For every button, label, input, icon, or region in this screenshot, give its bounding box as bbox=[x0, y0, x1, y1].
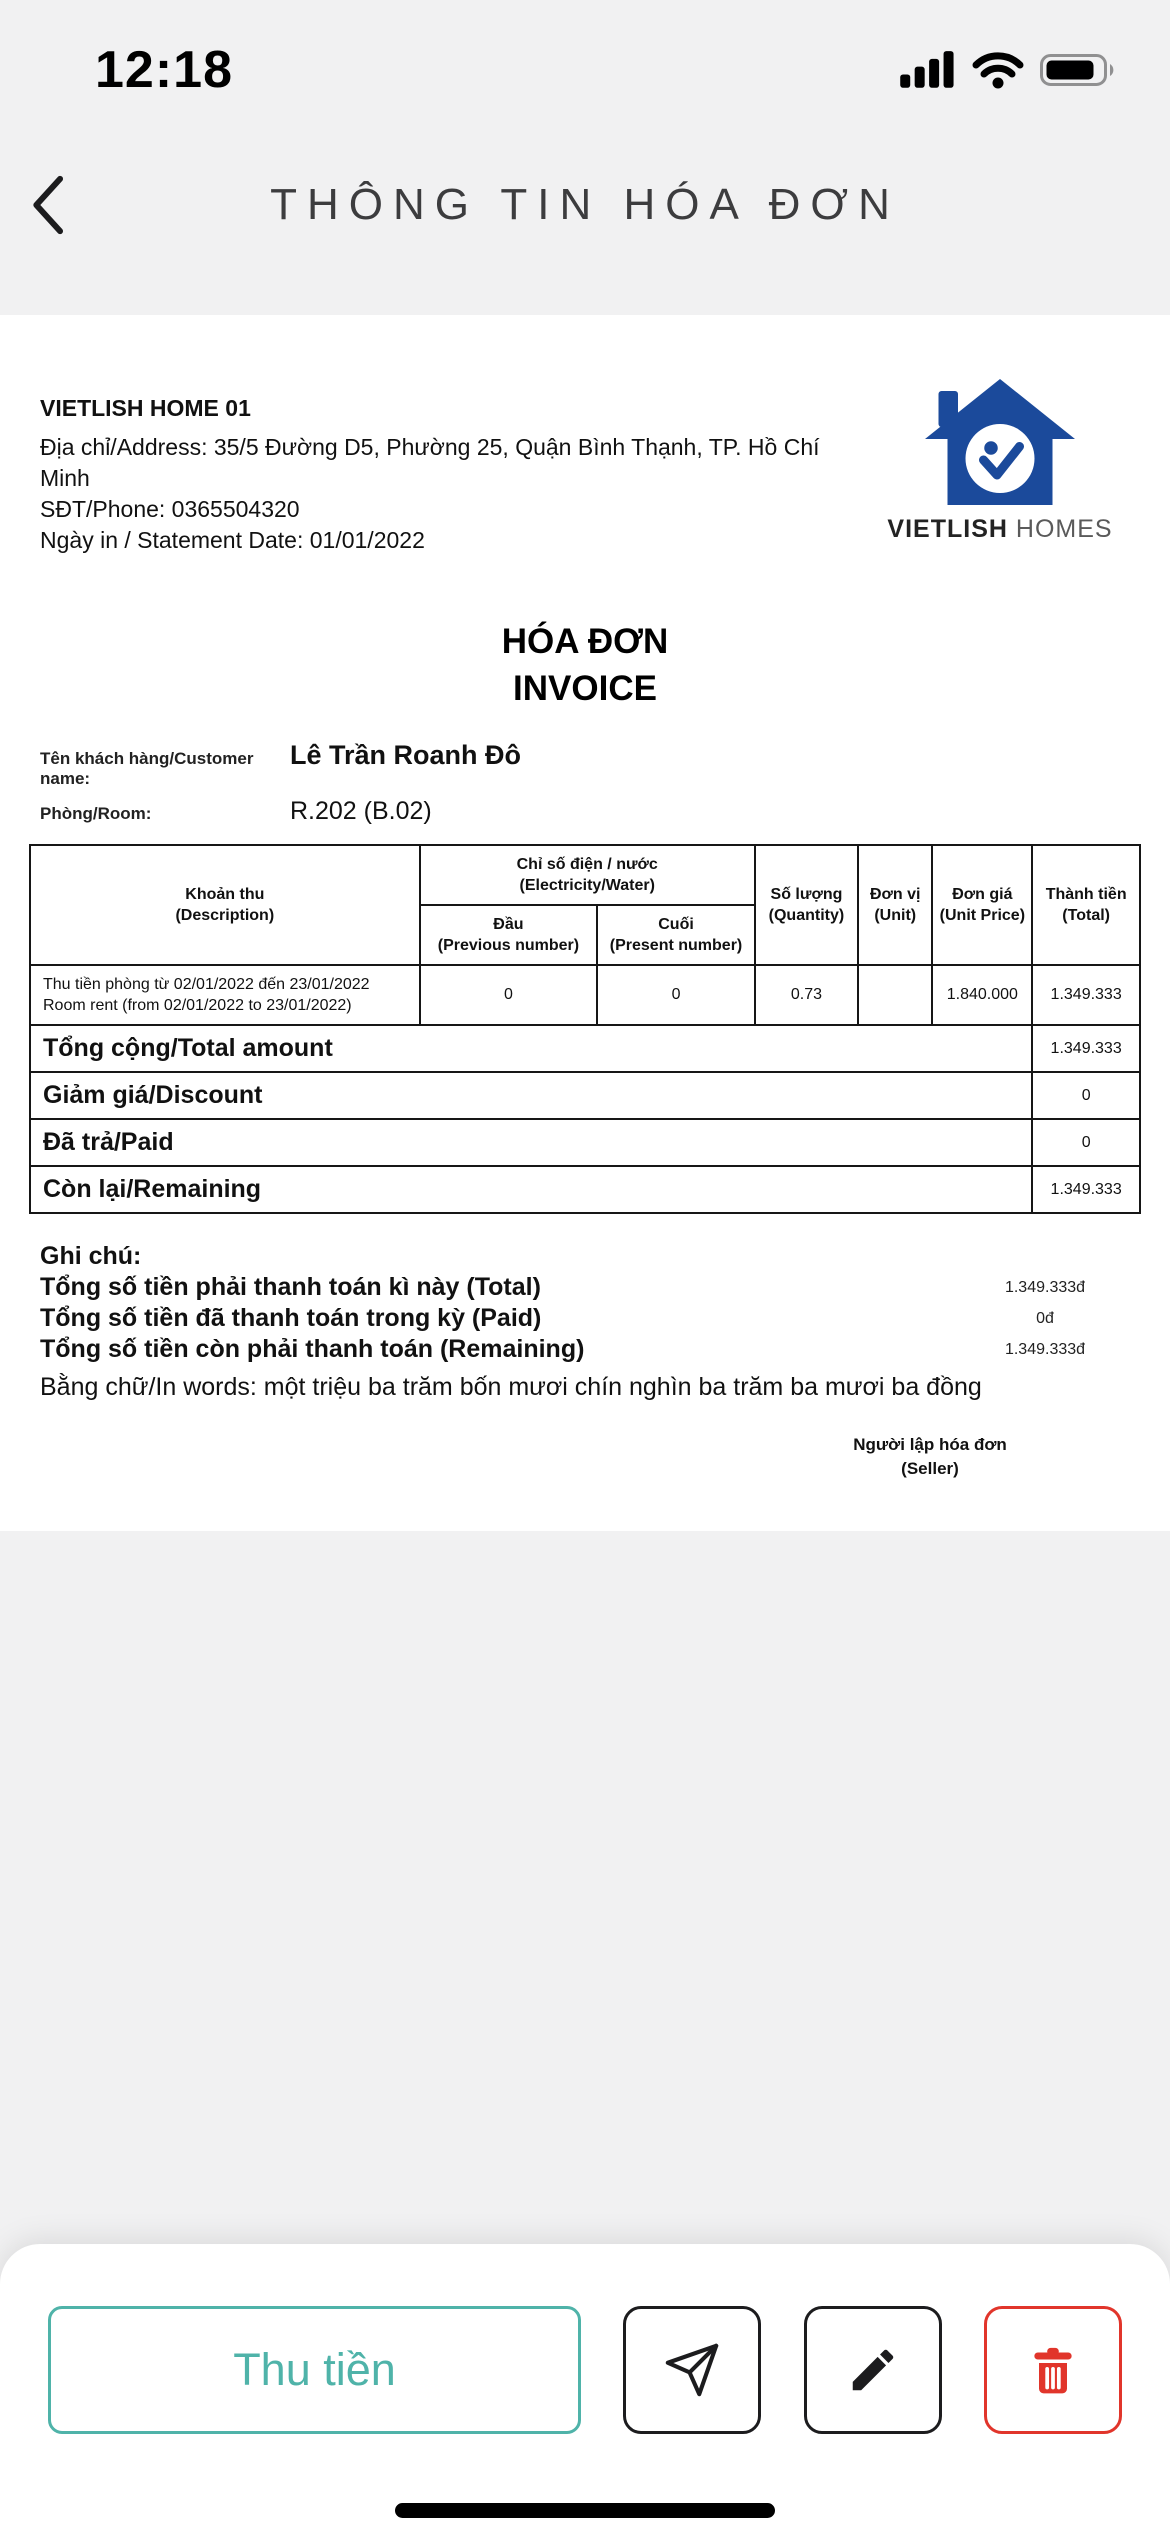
cell-total: 1.349.333 bbox=[1032, 965, 1140, 1025]
col-total-vi: Thành tiền bbox=[1045, 886, 1127, 903]
logo-wordmark bbox=[887, 515, 1112, 544]
col-unit-en: (Unit) bbox=[874, 907, 917, 924]
col-unit-price-en: (Unit Price) bbox=[939, 907, 1026, 924]
invoice-document bbox=[0, 315, 1170, 1531]
seller-signature-block bbox=[780, 1433, 1080, 1481]
logo-brand-primary: VIETLISH bbox=[887, 515, 1008, 543]
col-meter-end-en: (Present number) bbox=[609, 937, 743, 954]
col-meter-start bbox=[420, 905, 598, 965]
actions-row bbox=[0, 2244, 1170, 2434]
invoice-title-vi: HÓA ĐƠN bbox=[501, 622, 669, 661]
invoice-title bbox=[0, 618, 1170, 712]
notes-section bbox=[0, 1240, 1170, 1481]
note-total-label: Tổng số tiền phải thanh toán kì này (Total) bbox=[40, 1273, 541, 1301]
customer-room-row bbox=[40, 797, 1130, 826]
invoice-table bbox=[29, 844, 1141, 1214]
note-total-value: 1.349.333đ bbox=[1004, 1279, 1086, 1296]
company-section bbox=[0, 393, 1170, 556]
col-total-en: (Total) bbox=[1062, 907, 1110, 924]
col-unit bbox=[858, 845, 932, 965]
summary-discount-value: 0 bbox=[1032, 1072, 1140, 1119]
note-remaining-value: 1.349.333đ bbox=[1004, 1341, 1086, 1358]
company-address: Địa chỉ/Address: 35/5 Đường D5, Phường 25, Quận Bình Thạnh, TP. Hồ Chí Minh bbox=[40, 434, 820, 491]
send-button[interactable] bbox=[623, 2306, 761, 2434]
delete-button[interactable] bbox=[984, 2306, 1122, 2434]
seller-label-vi: Người lập hóa đơn bbox=[853, 1435, 1007, 1454]
cell-description bbox=[30, 965, 420, 1025]
cell-meter-start: 0 bbox=[420, 965, 598, 1025]
table-row bbox=[30, 965, 1140, 1025]
collect-money-button[interactable]: Thu tiền bbox=[48, 2306, 581, 2434]
cell-unit bbox=[858, 965, 932, 1025]
summary-row-discount bbox=[30, 1072, 1140, 1119]
cell-unit-price: 1.840.000 bbox=[932, 965, 1032, 1025]
company-logo bbox=[870, 379, 1130, 556]
customer-name-row bbox=[40, 740, 1130, 789]
summary-row-remaining bbox=[30, 1166, 1140, 1213]
col-meter-group bbox=[420, 845, 755, 905]
house-logo-icon bbox=[925, 379, 1075, 505]
status-bar bbox=[0, 0, 1170, 110]
company-name: VIETLISH HOME 01 bbox=[40, 395, 251, 421]
cell-description-en: Room rent (from 02/01/2022 to 23/01/2022) bbox=[43, 997, 352, 1014]
col-description-en: (Description) bbox=[175, 907, 275, 924]
summary-total-value: 1.349.333 bbox=[1032, 1025, 1140, 1072]
company-info bbox=[40, 393, 870, 556]
pencil-icon bbox=[846, 2343, 900, 2397]
home-indicator[interactable] bbox=[395, 2503, 775, 2518]
paper-plane-icon bbox=[663, 2341, 721, 2399]
summary-row-total bbox=[30, 1025, 1140, 1072]
col-meter-start-en: (Previous number) bbox=[437, 937, 580, 954]
col-quantity-en: (Quantity) bbox=[768, 907, 845, 924]
col-quantity bbox=[755, 845, 858, 965]
note-paid-value: 0đ bbox=[1036, 1310, 1054, 1327]
summary-paid-value: 0 bbox=[1032, 1119, 1140, 1166]
col-unit-price-vi: Đơn giá bbox=[952, 886, 1013, 903]
col-meter-end bbox=[597, 905, 755, 965]
summary-discount-label: Giảm giá/Discount bbox=[30, 1072, 1032, 1119]
cellular-signal-icon bbox=[900, 50, 956, 90]
customer-name-label: Tên khách hàng/Customer name: bbox=[40, 749, 254, 788]
page-title: THÔNG TIN HÓA ĐƠN bbox=[270, 180, 900, 229]
battery-icon bbox=[1040, 50, 1122, 90]
logo-brand-secondary: HOMES bbox=[1015, 515, 1113, 543]
cell-description-vi: Thu tiền phòng từ 02/01/2022 đến 23/01/2022 bbox=[43, 976, 370, 993]
status-time: 12:18 bbox=[95, 41, 233, 99]
summary-row-paid bbox=[30, 1119, 1140, 1166]
summary-total-label: Tổng cộng/Total amount bbox=[30, 1025, 1032, 1072]
col-description-vi: Khoản thu bbox=[185, 886, 265, 903]
customer-section bbox=[0, 740, 1170, 826]
statement-date: Ngày in / Statement Date: 01/01/2022 bbox=[40, 527, 425, 553]
note-paid-label: Tổng số tiền đã thanh toán trong kỳ (Paid) bbox=[40, 1304, 542, 1332]
edit-button[interactable] bbox=[804, 2306, 942, 2434]
notes-heading: Ghi chú: bbox=[40, 1242, 142, 1270]
col-unit-vi: Đơn vị bbox=[869, 886, 921, 903]
cell-meter-end: 0 bbox=[597, 965, 755, 1025]
customer-room-value: R.202 (B.02) bbox=[290, 797, 432, 825]
col-quantity-vi: Số lượng bbox=[770, 886, 843, 903]
status-icons bbox=[900, 50, 1122, 90]
summary-paid-label: Đã trả/Paid bbox=[30, 1119, 1032, 1166]
action-bar bbox=[0, 2244, 1170, 2532]
cell-quantity: 0.73 bbox=[755, 965, 858, 1025]
seller-label-en: (Seller) bbox=[901, 1459, 959, 1478]
note-line-paid bbox=[40, 1303, 1130, 1334]
amount-in-words: Bằng chữ/In words: một triệu ba trăm bốn mươi chín nghìn ba trăm ba mươi ba đồng bbox=[40, 1373, 982, 1401]
col-total bbox=[1032, 845, 1140, 965]
wifi-icon bbox=[972, 50, 1024, 90]
col-description bbox=[30, 845, 420, 965]
note-line-total bbox=[40, 1272, 1130, 1303]
trash-icon bbox=[1025, 2342, 1081, 2398]
col-unit-price bbox=[932, 845, 1032, 965]
company-phone: SĐT/Phone: 0365504320 bbox=[40, 496, 300, 522]
table-header-row-1 bbox=[30, 845, 1140, 905]
note-line-remaining bbox=[40, 1334, 1130, 1365]
col-meter-group-vi: Chỉ số điện / nước bbox=[516, 856, 658, 873]
chevron-left-icon bbox=[28, 174, 66, 236]
customer-room-label: Phòng/Room: bbox=[40, 804, 152, 823]
invoice-title-en: INVOICE bbox=[513, 669, 657, 708]
customer-name-value: Lê Trần Roanh Đô bbox=[290, 740, 522, 770]
col-meter-group-en: (Electricity/Water) bbox=[519, 877, 655, 894]
col-meter-start-vi: Đầu bbox=[493, 916, 524, 933]
summary-remaining-value: 1.349.333 bbox=[1032, 1166, 1140, 1213]
back-button[interactable] bbox=[28, 163, 112, 247]
note-remaining-label: Tổng số tiền còn phải thanh toán (Remaining) bbox=[40, 1335, 585, 1363]
col-meter-end-vi: Cuối bbox=[658, 916, 694, 933]
summary-remaining-label: Còn lại/Remaining bbox=[30, 1166, 1032, 1213]
nav-header bbox=[0, 140, 1170, 270]
